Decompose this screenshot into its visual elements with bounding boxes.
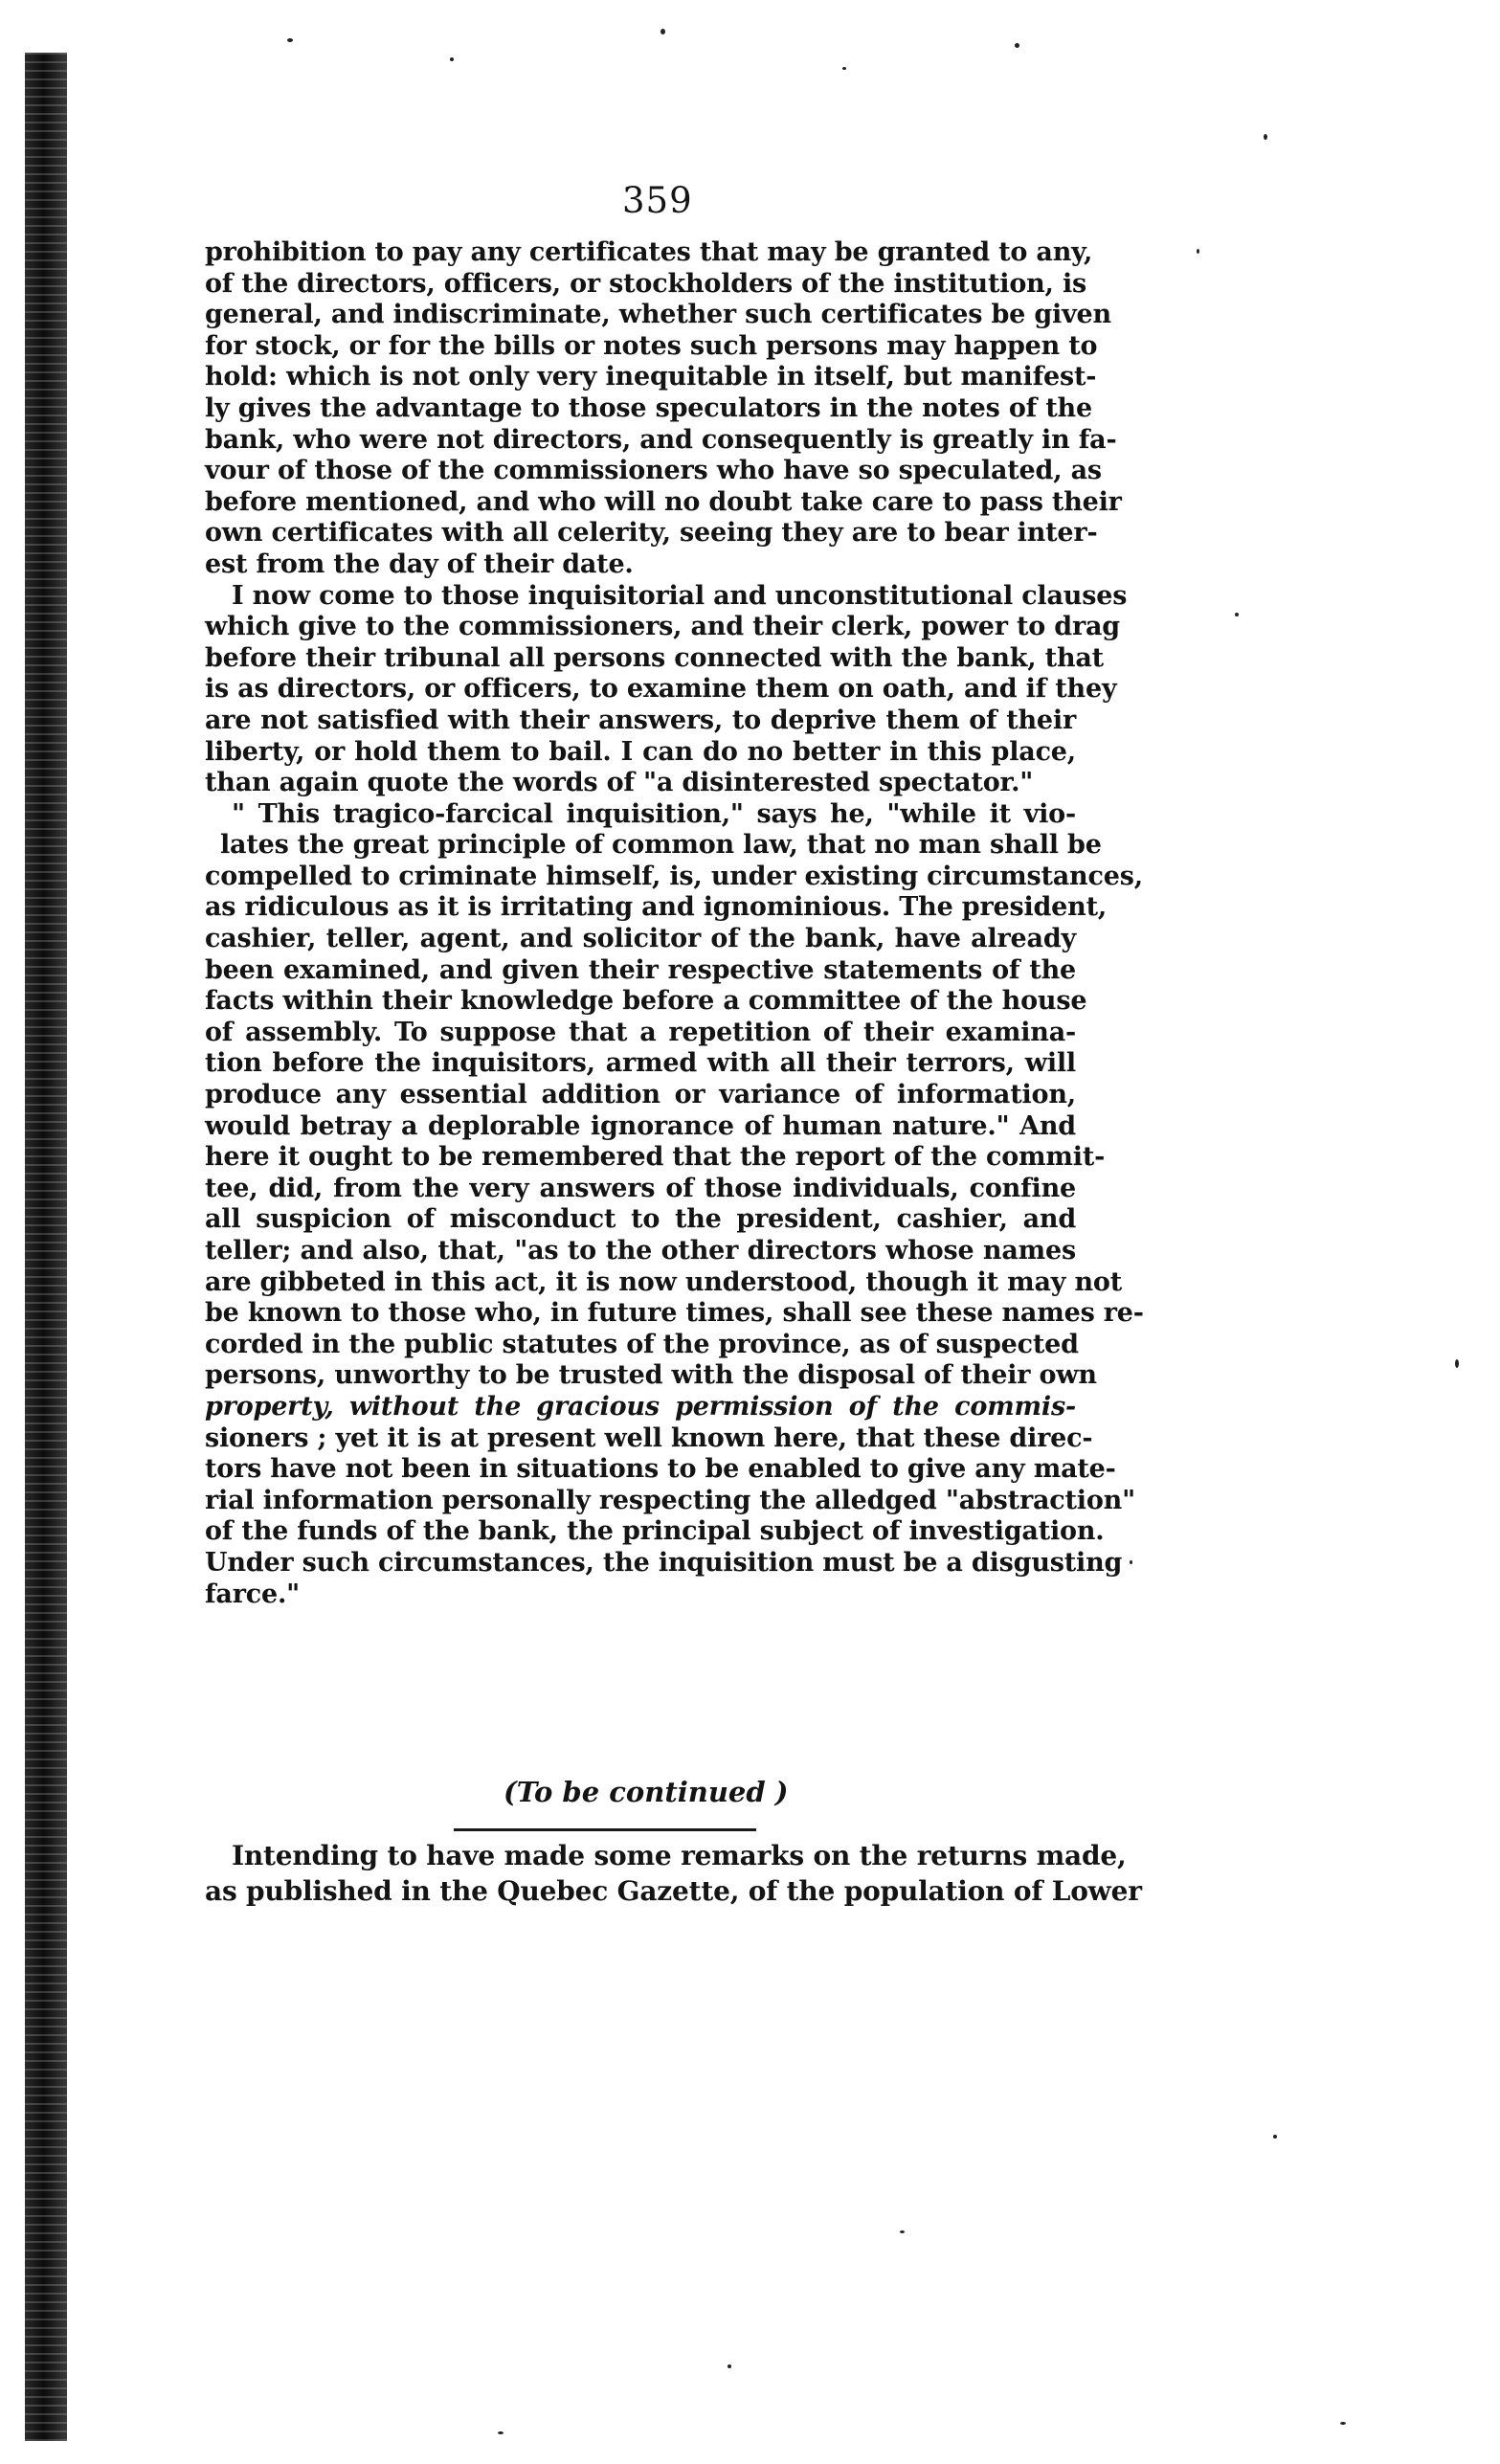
body-line: than again quote the words of "a disinterested spectator." (205, 768, 1034, 798)
next-article (205, 1838, 1142, 1909)
body-line: are gibbeted in this act, it is now understood, though it may not (205, 1266, 1122, 1297)
binding-edge (25, 53, 67, 2441)
body-line: tion before the inquisitors, armed with all their terrors, will (205, 1048, 1076, 1079)
body-line: farce." (205, 1579, 301, 1609)
body-line: of assembly. To suppose that a repetition of their examina- (205, 1017, 1076, 1047)
body-line: compelled to criminate himself, is, under existing circumstances, (205, 861, 1143, 891)
scan-speck (287, 38, 293, 42)
body-line: for stock, or for the bills or notes such persons may happen to (205, 330, 1098, 361)
scan-speck (1130, 1560, 1132, 1564)
body-line: hold: which is not only very inequitable in itself, but manifest- (205, 362, 1097, 392)
body-line: facts within their knowledge before a committee of the house (205, 986, 1087, 1017)
body-line: liberty, or hold them to bail. I can do no better in this place, (205, 736, 1076, 767)
scan-speck (660, 29, 665, 34)
body-line: which give to the commissioners, and their clerk, power to drag (205, 612, 1120, 642)
body-line: would betray a deplorable ignorance of human nature." And (205, 1110, 1076, 1141)
body-line: here it ought to be remembered that the report of the commit- (205, 1142, 1106, 1173)
body-line: persons, unworthy to be trusted with the disposal of their own (205, 1360, 1097, 1391)
body-line: Under such circumstances, the inquisition must be a disgusting (205, 1547, 1123, 1578)
body-line: is as directors, or officers, to examine them on oath, and if they (205, 674, 1117, 705)
article-body (205, 237, 1144, 1610)
scan-speck (842, 67, 846, 70)
body-line: are not satisfied with their answers, to deprive them of their (205, 705, 1076, 735)
body-line: tors have not been in situations to be enabled to give any mate- (205, 1454, 1116, 1485)
body-line: I now come to those inquisitorial and unconstitutional clauses (232, 580, 1128, 611)
body-line: all suspicion of misconduct to the president, cashier, and (205, 1204, 1076, 1235)
body-line: est from the day of their date. (205, 549, 634, 579)
body-line: general, and indiscriminate, whether such certificates be given (205, 300, 1111, 330)
body-line: corded in the public statutes of the province, as of suspected (205, 1329, 1079, 1359)
body-line: as ridiculous as it is irritating and ignominious. The president, (205, 892, 1108, 923)
body-line: vour of those of the commissioners who have so speculated, as (205, 456, 1102, 486)
next-article-line: Intending to have made some remarks on the returns made, (232, 1840, 1127, 1871)
body-line: been examined, and given their respective statements of the (205, 954, 1076, 985)
body-line: sioners ; yet it is at present well known here, that these direc- (205, 1422, 1093, 1453)
scan-speck (498, 2431, 504, 2434)
scan-speck (1264, 134, 1267, 140)
body-line: before their tribunal all persons connected with the bank, that (205, 642, 1104, 673)
next-article-line: as published in the Quebec Gazette, of the population of Lower (205, 1875, 1142, 1907)
body-line: " This tragico-farcical inquisition," says he, "while it vio- (232, 798, 1076, 829)
scan-speck (900, 2230, 905, 2233)
scan-speck (1340, 2422, 1346, 2425)
scan-speck (1455, 1359, 1459, 1368)
body-line: teller; and also, that, "as to the other directors whose names (205, 1236, 1076, 1266)
body-line: be known to those who, in future times, shall see these names re- (205, 1298, 1144, 1329)
body-line: lates the great principle of common law, that no man shall be (220, 830, 1102, 861)
scan-speck (728, 2364, 731, 2368)
section-divider (454, 1828, 756, 1831)
body-line: of the funds of the bank, the principal subject of investigation. (205, 1516, 1105, 1547)
scan-speck (1015, 43, 1019, 48)
body-line: ly gives the advantage to those speculators in the notes of the (205, 392, 1092, 423)
body-line: produce any essential addition or variance of information, (205, 1080, 1076, 1110)
body-line: prohibition to pay any certificates that may be granted to any, (205, 237, 1093, 267)
page-number: 359 (622, 180, 693, 221)
body-line: cashier, teller, agent, and solicitor of the bank, have already (205, 924, 1076, 954)
body-line: of the directors, officers, or stockholders of the institution, is (205, 268, 1087, 299)
body-line: tee, did, from the very answers of those individuals, confine (205, 1173, 1076, 1203)
scan-speck (1235, 613, 1239, 616)
scan-speck (1197, 249, 1199, 254)
continued-note: (To be continued ) (504, 1776, 789, 1808)
body-line: before mentioned, and who will no doubt take care to pass their (205, 486, 1122, 517)
scan-speck (1273, 2135, 1277, 2139)
body-line: bank, who were not directors, and consequently is greatly in fa- (205, 424, 1117, 455)
scan-speck (450, 57, 454, 61)
body-line: own certificates with all celerity, seeing they are to bear inter- (205, 518, 1098, 549)
body-line: rial information personally respecting the alledged "abstraction" (205, 1485, 1135, 1515)
body-line: property, without the gracious permission of the commis- (205, 1391, 1076, 1422)
